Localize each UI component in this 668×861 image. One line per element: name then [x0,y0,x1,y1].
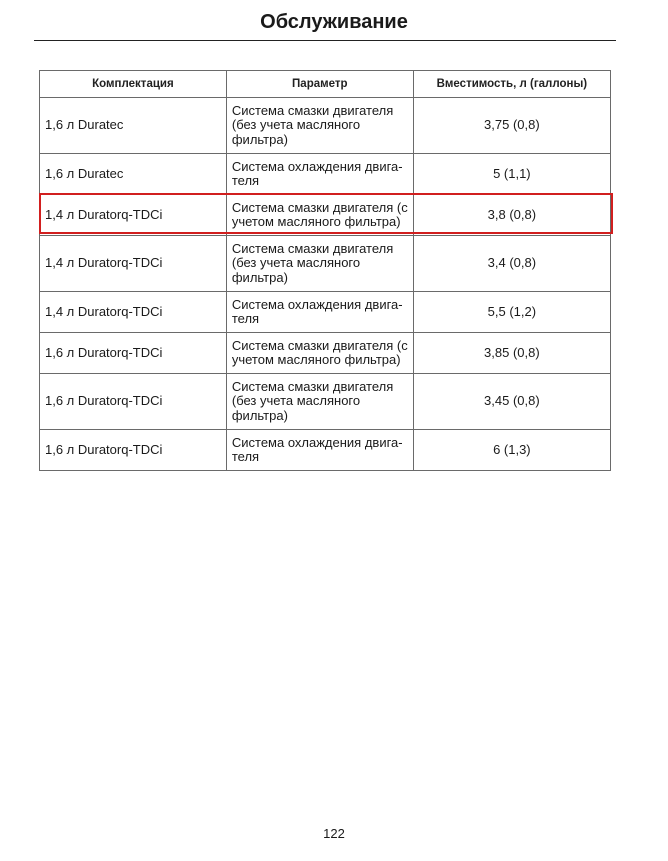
parameter-cell [226,333,413,374]
table-row-highlighted [40,195,611,236]
column-header-parameter: Параметр [226,71,413,98]
parameter-line: Система смазки двигателя [231,102,394,118]
parameter-line: теля [231,311,260,326]
parameter-line: учетом масляного фильтра) [231,352,401,367]
parameter-line: (без учета масляного [231,255,361,271]
page-title: Обслуживание [260,11,408,33]
table-row [40,236,611,292]
parameter-line: теля [231,173,260,188]
parameter-line: Система охлаждения двига- [231,158,403,174]
parameter-line: теля [231,449,260,464]
title-divider [34,40,616,41]
parameter-line: (без учета масляного [231,393,361,409]
config-cell: 1,4 л Duratorq-TDCi [40,195,227,236]
config-cell: 1,6 л Duratec [40,98,227,154]
parameter-cell [226,195,413,236]
column-header-capacity: Вместимость, л (галлоны) [413,71,610,98]
table-row [40,154,611,195]
table-row [40,374,611,430]
config-cell: 1,6 л Duratorq-TDCi [40,430,227,471]
capacity-cell: 3,75 (0,8) [413,98,610,154]
capacity-table [39,70,611,471]
parameter-line: Система смазки двигателя [231,378,394,394]
config-cell: 1,6 л Duratec [40,154,227,195]
parameter-line: Система смазки двигателя (с [231,199,408,215]
capacity-cell: 3,8 (0,8) [413,195,610,236]
parameter-cell [226,154,413,195]
parameter-cell [226,98,413,154]
table-row [40,98,611,154]
parameter-cell [226,292,413,333]
parameter-line: Система охлаждения двига- [231,296,403,312]
config-cell: 1,6 л Duratorq-TDCi [40,374,227,430]
parameter-line: фильтра) [231,269,288,285]
parameter-line: Система охлаждения двига- [231,434,403,450]
page-number: 122 [323,826,345,841]
column-header-config: Комплектация [40,71,227,98]
parameter-line: Система смазки двигателя (с [231,337,408,353]
parameter-line: (без учета масляного [231,117,361,133]
parameter-line: учетом масляного фильтра) [231,214,401,229]
parameter-cell [226,236,413,292]
table-header-row [40,71,611,98]
parameter-cell [226,430,413,471]
capacity-cell: 5 (1,1) [413,154,610,195]
config-cell: 1,4 л Duratorq-TDCi [40,292,227,333]
capacity-cell: 6 (1,3) [413,430,610,471]
parameter-line: фильтра) [231,407,288,423]
table-row [40,430,611,471]
capacity-cell: 3,85 (0,8) [413,333,610,374]
parameter-line: Система смазки двигателя [231,240,394,256]
table-row [40,292,611,333]
capacity-cell: 3,4 (0,8) [413,236,610,292]
parameter-line: фильтра) [231,131,288,147]
table-row [40,333,611,374]
parameter-cell [226,374,413,430]
config-cell: 1,6 л Duratorq-TDCi [40,333,227,374]
config-cell: 1,4 л Duratorq-TDCi [40,236,227,292]
capacity-cell: 3,45 (0,8) [413,374,610,430]
capacity-cell: 5,5 (1,2) [413,292,610,333]
